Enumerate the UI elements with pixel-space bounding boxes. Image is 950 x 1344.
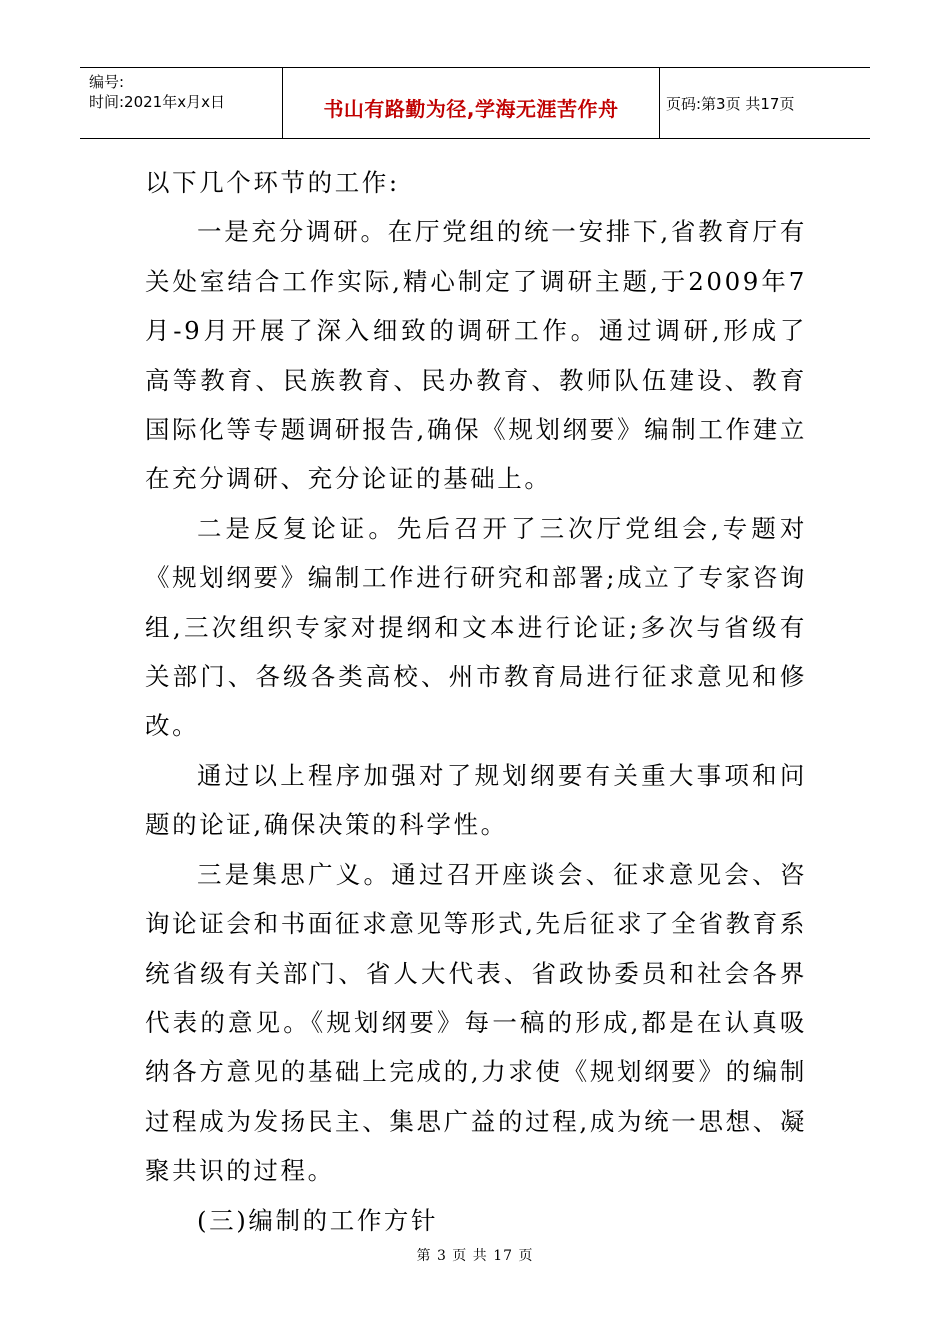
header-page-number: 页码:第3页 共17页 (666, 95, 795, 113)
document-time-label: 时间:2021年x月x日 (89, 93, 225, 111)
header-meta-cell (80, 68, 283, 138)
page-footer: 第 3 页 共 17 页 (416, 1248, 534, 1264)
header-motto-cell (283, 68, 660, 138)
header-motto: 书山有路勤为径,学海无涯苦作舟 (323, 97, 619, 121)
document-body (145, 158, 807, 1245)
header-page-cell (660, 68, 870, 138)
section-heading: (三)编制的工作方针 (197, 1205, 439, 1235)
paragraph-argumentation: 二是反复论证。先后召开了三次厅党组会,专题对《规划纲要》编制工作进行研究和部署;成立了专家咨询组,三次组织专家对提纲和文本进行论证;多次与省级有关部门、各级各类高校、州市教育局进行征求意见和修改。 (145, 513, 807, 741)
document-number-label: 编号: (89, 73, 125, 91)
paragraph-procedure: 通过以上程序加强对了规划纲要有关重大事项和问题的论证,确保决策的科学性。 (145, 760, 807, 840)
paragraph-collective-wisdom: 三是集思广义。通过召开座谈会、征求意见会、咨询论证会和书面征求意见等形式,先后征求了全省教育系统省级有关部门、省人大代表、省政协委员和社会各界代表的意见。《规划纲要》每一稿的形成,都是在认真吸纳各方意见的基础上完成的,力求使《规划纲要》的编制过程成为发扬民主、集思广益的过程,成为统一思想、凝聚共识的过程。 (145, 859, 807, 1186)
page-header (80, 67, 870, 139)
paragraph-intro: 以下几个环节的工作: (145, 168, 400, 197)
paragraph-research: 一是充分调研。在厅党组的统一安排下,省教育厅有关处室结合工作实际,精心制定了调研主题,于2009年7月-9月开展了深入细致的调研工作。通过调研,形成了高等教育、民族教育、民办教育、教师队伍建设、教育国际化等专题调研报告,确保《规划纲要》编制工作建立在充分调研、充分论证的基础上。 (145, 217, 807, 494)
